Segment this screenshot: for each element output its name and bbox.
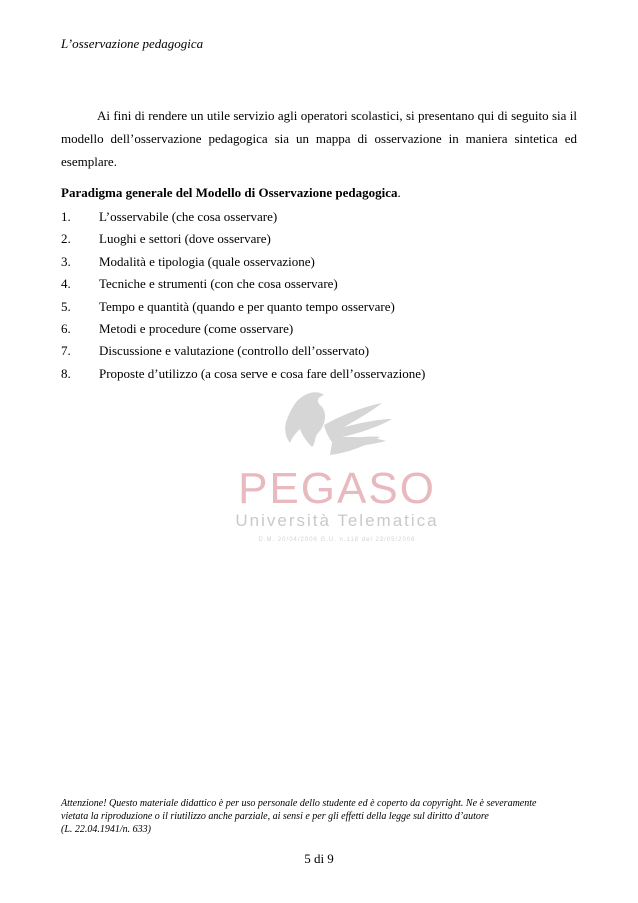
list-item-text: Proposte d’utilizzo (a cosa serve e cosa fare dell’osservazione): [99, 365, 426, 381]
list-item-number: 5.: [61, 298, 71, 314]
list-item-number: 4.: [61, 276, 71, 292]
list-item: [61, 340, 581, 362]
list-item-number: 6.: [61, 320, 71, 336]
notice-line: (L. 22.04.1941/n. 633): [61, 824, 151, 835]
copyright-notice: [61, 797, 591, 836]
list-item-text: Tempo e quantità (quando e per quanto tempo osservare): [99, 298, 395, 314]
list-item: [61, 251, 581, 273]
pegaso-watermark: [232, 385, 442, 555]
intro-paragraph: Ai fini di rendere un utile servizio agli operatori scolastici, si presentano qui di seguito sia il modello dell’osservazione pedagogica sia un mappa di osservazione in maniera sintetica ed esemplare.: [61, 108, 577, 169]
paradigm-heading: [61, 185, 401, 201]
list-item-number: 8.: [61, 365, 71, 381]
list-item: [61, 228, 581, 250]
list-item: [61, 363, 581, 385]
list-item-number: 3.: [61, 253, 71, 269]
list-item: [61, 206, 581, 228]
running-header: L’osservazione pedagogica: [61, 36, 204, 51]
list-item-text: Modalità e tipologia (quale osservazione): [99, 253, 315, 269]
list-item-text: Tecniche e strumenti (con che cosa osservare): [99, 276, 338, 292]
pegasus-horse-icon: [285, 392, 392, 455]
list-item-text: Discussione e valutazione (controllo dell’osservato): [99, 343, 370, 359]
list-item: [61, 318, 581, 340]
list-item-number: 2.: [61, 231, 71, 247]
paradigm-title-suffix: .: [397, 185, 401, 200]
paradigm-title: Paradigma generale del Modello di Osservazione pedagogica: [61, 185, 398, 200]
list-item-text: L’osservabile (che cosa osservare): [99, 209, 278, 224]
list-item-text: Metodi e procedure (come osservare): [99, 320, 294, 336]
pegaso-logo-subtitle: Università Telematica: [235, 511, 439, 530]
paradigm-list: [61, 206, 581, 385]
page-number: 5 di 9: [304, 851, 334, 866]
list-item-text: Luoghi e settori (dove osservare): [99, 231, 271, 247]
list-item-number: 1.: [61, 209, 71, 224]
pegaso-logo-text: PEGASO: [238, 464, 436, 513]
list-item: [61, 273, 581, 295]
list-item-number: 7.: [61, 343, 71, 359]
notice-line: Attenzione! Questo materiale didattico è per uso personale dello studente ed è coperto da copyright. Ne è severamente: [61, 798, 537, 809]
pegaso-logo-tagline: D.M. 20/04/2006 G.U. n.118 del 23/05/2006: [258, 537, 416, 543]
list-item: [61, 296, 581, 318]
notice-line: vietata la riproduzione o il riutilizzo anche parziale, ai sensi e per gli effetti della legge sul diritto d’autore: [61, 811, 489, 822]
